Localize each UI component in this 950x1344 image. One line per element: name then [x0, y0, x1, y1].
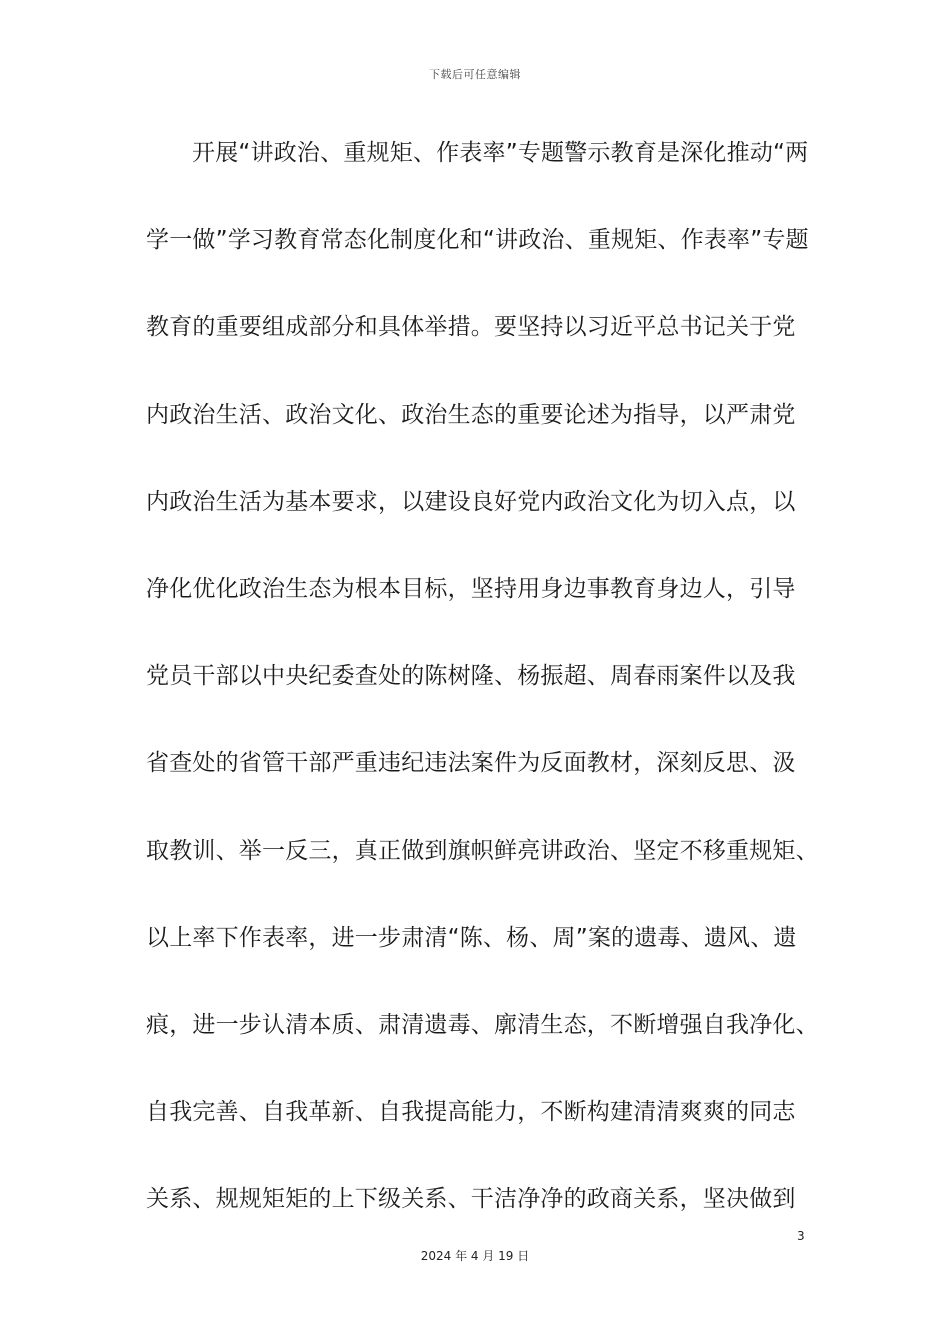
paragraph-line: 学一做”学习教育常态化制度化和“讲政治、重规矩、作表率”专题 [146, 227, 809, 254]
paragraph-line: 开展“讲政治、重规矩、作表率”专题警示教育是深化推动“两 [192, 140, 809, 166]
paragraph-line: 党员干部以中央纪委查处的陈树隆、杨振超、周春雨案件以及我 [146, 663, 796, 690]
paragraph-line: 内政治生活、政治文化、政治生态的重要论述为指导，以严肃党 [146, 401, 796, 428]
page-header: 下载后可任意编辑 [429, 68, 521, 81]
paragraph-line: 痕，进一步认清本质、肃清遗毒、廓清生态，不断增强自我净化、 [146, 1011, 819, 1038]
paragraph-line: 以上率下作表率，进一步肃清“陈、杨、周”案的遗毒、遗风、遗 [146, 924, 797, 951]
paragraph-line: 净化优化政治生态为根本目标，坚持用身边事教育身边人，引导 [146, 575, 796, 602]
body-paragraph [146, 128, 826, 1261]
paragraph-line: 省查处的省管干部严重违纪违法案件为反面教材，深刻反思、汲 [146, 750, 796, 777]
paragraph-line: 关系、规规矩矩的上下级关系、干洁净净的政商关系，坚决做到 [146, 1186, 796, 1213]
paragraph-line: 教育的重要组成部分和具体举措。要坚持以习近平总书记关于党 [146, 314, 796, 341]
page-number: 3 [797, 1229, 805, 1243]
paragraph-line: 自我完善、自我革新、自我提高能力，不断构建清清爽爽的同志 [146, 1099, 796, 1126]
footer-date: 2024 年 4 月 19 日 [420, 1249, 530, 1263]
paragraph-line: 取教训、举一反三，真正做到旗帜鲜亮讲政治、坚定不移重规矩、 [146, 837, 819, 864]
paragraph-line: 内政治生活为基本要求，以建设良好党内政治文化为切入点，以 [146, 488, 796, 515]
